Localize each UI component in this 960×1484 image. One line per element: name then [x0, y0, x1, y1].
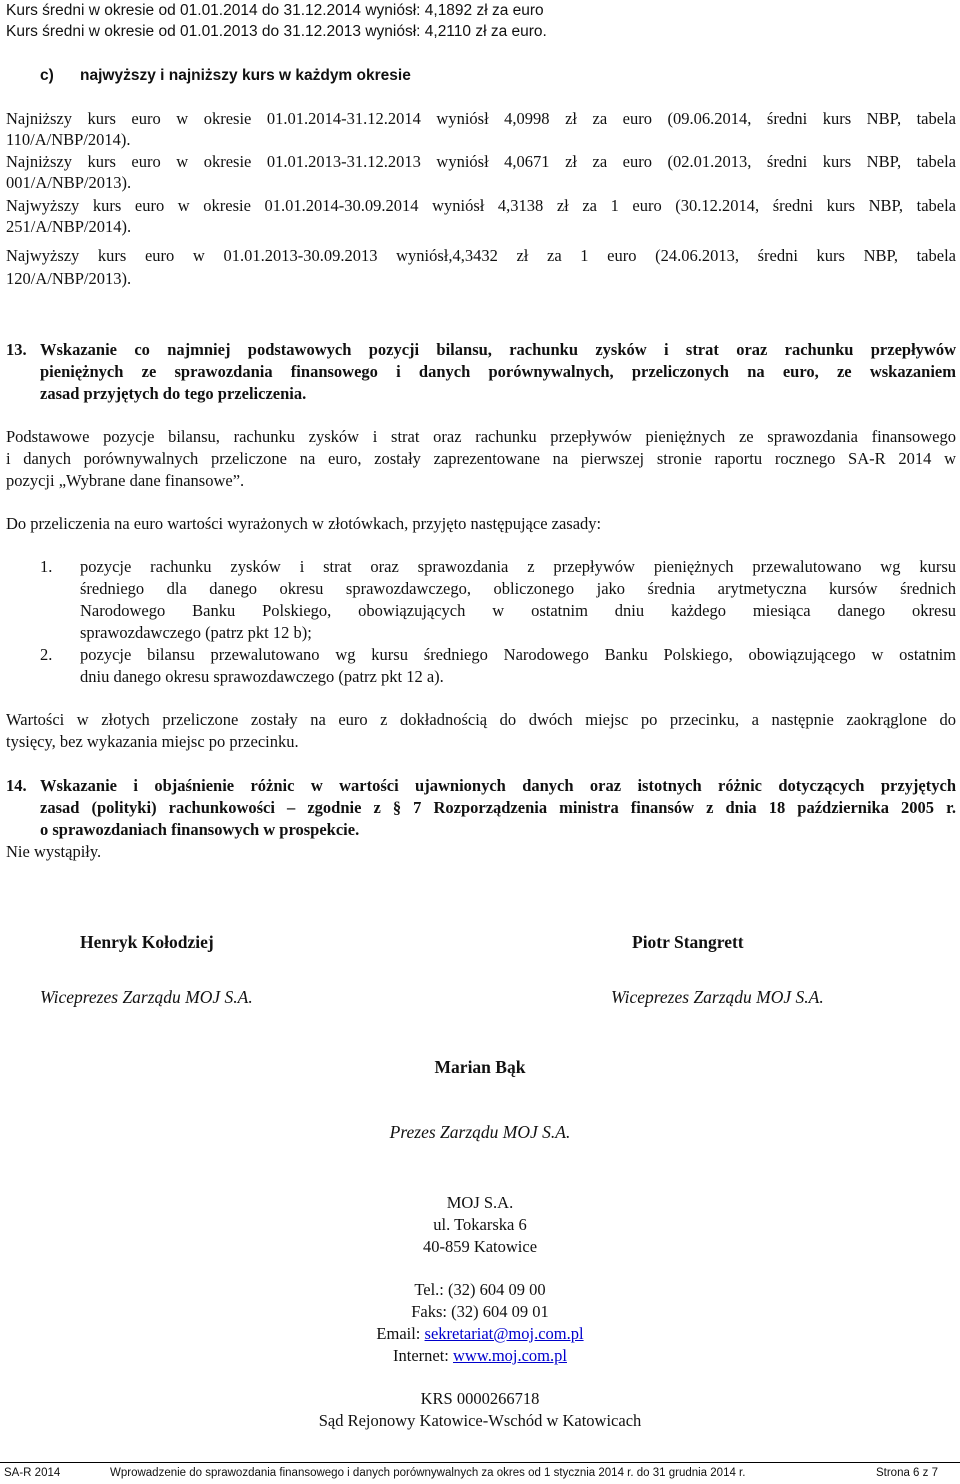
page-footer [0, 1462, 960, 1484]
signature-center-name: Marian Bąk [434, 1057, 526, 1077]
section-c-label: c) [40, 67, 54, 84]
lowest-rate-2013: Najniższy kurs euro w okresie 01.01.2013-31.12.2013 wyniósł 4,0671 zł za euro (02.01.2013, średni kurs NBP, tabela [6, 152, 956, 171]
highest-rate-2013-table: 120/A/NBP/2013). [6, 269, 132, 288]
company-name: MOJ S.A. [446, 1193, 514, 1212]
internet-label: Internet: [393, 1346, 449, 1365]
section-13-number: 13. [6, 340, 27, 359]
section-13-para1-line-2: i danych porównywalnych przeliczone na euro, zostały zaprezentowane na pierwszej stronie raportu rocznego SA-R 2014 w [6, 449, 956, 468]
lowest-rate-2014: Najniższy kurs euro w okresie 01.01.2014-31.12.2014 wyniósł 4,0998 zł za euro (09.06.2014, średni kurs NBP, tabela [6, 109, 956, 128]
section-14-number: 14. [6, 776, 27, 795]
section-13-para2: Do przeliczenia na euro wartości wyrażonych w złotówkach, przyjęto następujące zasady: [6, 514, 602, 533]
section-13-para1-line-1: Podstawowe pozycje bilansu, rachunku zysków i strat oraz rachunku przepływów pieniężnych ze sprawozdania finansowego [6, 427, 956, 446]
average-rate-2014: Kurs średni w okresie od 01.01.2014 do 31.12.2014 wyniósł: 4,1892 zł za euro [6, 2, 544, 19]
section-c-title: najwyższy i najniższy kurs w każdym okresie [80, 67, 411, 84]
signature-right-role: Wiceprezes Zarządu MOJ S.A. [611, 987, 824, 1007]
section-14-heading-line-3: o sprawozdaniach finansowych w prospekcie. [40, 820, 360, 839]
section-14-heading-line-1: Wskazanie i objaśnienie różnic w wartości ujawnionych danych oraz istotnych różnic dotyczących przyjętych [40, 776, 956, 795]
section-14-heading-line-2: zasad (polityki) rachunkowości – zgodnie z § 7 Rozporządzenia ministra finansów z dnia 18 października 2005 r. [40, 798, 956, 817]
list-item-1-line-1: pozycje rachunku zysków i strat oraz sprawozdania z przepływów pieniężnych przewalutowano wg kursu [80, 557, 956, 576]
company-fax: Faks: (32) 604 09 01 [411, 1302, 549, 1321]
company-street: ul. Tokarska 6 [433, 1215, 527, 1234]
footer-page-number: Strona 6 z 7 [875, 1467, 938, 1479]
list-item-1-line-3: Narodowego Banku Polskiego, obowiązujących w ostatnim dniu każdego miesiąca danego okresu [80, 601, 956, 620]
footer-title: Wprowadzenie do sprawozdania finansowego i danych porównywalnych za okres od 1 stycznia 2014 r. do 31 grudnia 2014 r. [110, 1467, 746, 1479]
highest-rate-2013: Najwyższy kurs euro w 01.01.2013-30.09.2013 wyniósł,4,3432 zł za 1 euro (24.06.2013, średni kurs NBP, tabela [6, 246, 956, 265]
section-13-para3-line-1: Wartości w złotych przeliczone zostały na euro z dokładnością do dwóch miejsc po przecinku, a następnie zaokrąglone do [6, 710, 956, 729]
section-13-heading-line-3: zasad przyjętych do tego przeliczenia. [40, 384, 307, 403]
list-item-1-line-4: sprawozdawczego (patrz pkt 12 b); [80, 623, 312, 642]
website-link[interactable]: www.moj.com.pl [453, 1346, 567, 1365]
lowest-rate-2014-table: 110/A/NBP/2014). [6, 130, 131, 149]
signature-left-role: Wiceprezes Zarządu MOJ S.A. [40, 987, 253, 1007]
list-item-2-number: 2. [40, 645, 53, 664]
signature-left-name: Henryk Kołodziej [80, 932, 214, 952]
list-item-1-line-2: średniego dla danego okresu sprawozdawczego, obliczonego jako średnia arytmetyczna kursów średnich [80, 579, 956, 598]
email-label: Email: [376, 1324, 421, 1343]
company-email-row [0, 1323, 960, 1345]
section-13-heading-line-1: Wskazanie co najmniej podstawowych pozycji bilansu, rachunku zysków i strat oraz rachunku przepływów [40, 340, 956, 359]
signature-center-role: Prezes Zarządu MOJ S.A. [389, 1122, 571, 1142]
highest-rate-2014: Najwyższy kurs euro w okresie 01.01.2014-30.09.2014 wyniósł 4,3138 zł za 1 euro (30.12.2014, średni kurs NBP, tabela [6, 196, 956, 215]
average-rate-2013: Kurs średni w okresie od 01.01.2013 do 31.12.2013 wyniósł: 4,2110 zł za euro. [6, 23, 547, 40]
company-court: Sąd Rejonowy Katowice-Wschód w Katowicach [318, 1411, 642, 1430]
section-13-para3-line-2: tysięcy, bez wykazania miejsc po przecinku. [6, 732, 299, 751]
list-item-1-number: 1. [40, 557, 53, 576]
section-13-para1-line-3: pozycji „Wybrane dane finansowe”. [6, 471, 245, 490]
section-14-body: Nie wystąpiły. [6, 842, 102, 861]
lowest-rate-2013-table: 001/A/NBP/2013). [6, 173, 132, 192]
company-internet-row [0, 1345, 960, 1367]
list-item-2-line-1: pozycje bilansu przewalutowano wg kursu średniego Narodowego Banku Polskiego, obowiązującego w ostatnim [80, 645, 956, 664]
company-phone: Tel.: (32) 604 09 00 [414, 1280, 546, 1299]
list-item-2-line-2: dniu danego okresu sprawozdawczego (patrz pkt 12 a). [80, 667, 444, 686]
footer-report-id: SA-R 2014 [4, 1467, 61, 1479]
company-city: 40-859 Katowice [422, 1237, 538, 1256]
email-link[interactable]: sekretariat@moj.com.pl [424, 1324, 584, 1343]
signature-right-name: Piotr Stangrett [632, 932, 744, 952]
section-13-heading-line-2: pieniężnych ze sprawozdania finansowego i danych porównywalnych, przeliczonych na euro, ze wskazaniem [40, 362, 956, 381]
highest-rate-2014-table: 251/A/NBP/2014). [6, 217, 132, 236]
company-krs: KRS 0000266718 [420, 1389, 540, 1408]
